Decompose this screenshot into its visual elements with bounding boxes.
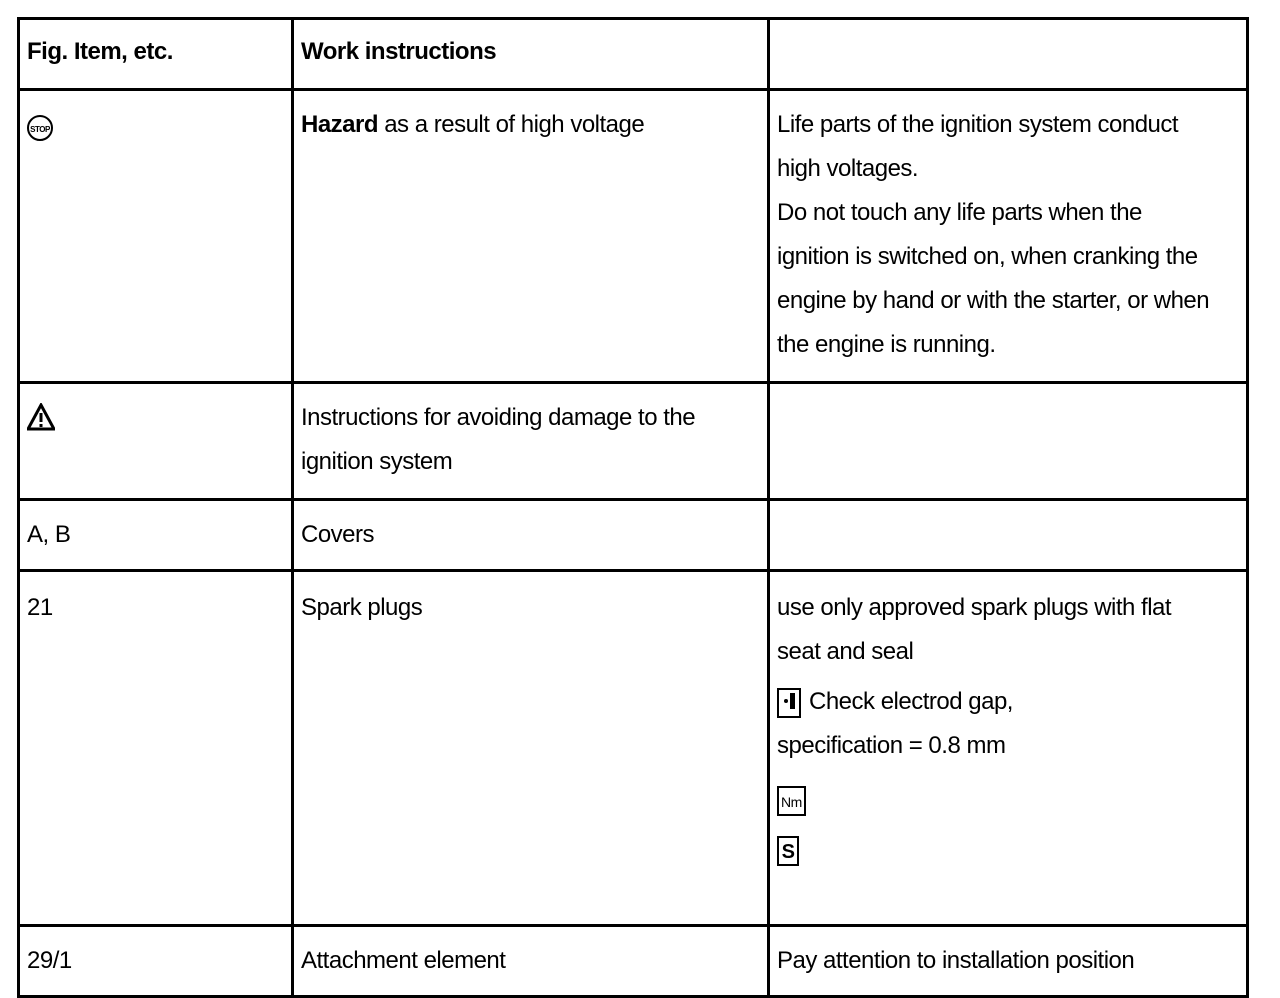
gap-text: Check electrod gap, — [809, 688, 1013, 715]
torque-icon: Nm — [777, 786, 806, 816]
table-row — [19, 500, 1248, 571]
note-line: the engine is running. — [777, 331, 996, 358]
table-header-row — [19, 19, 1248, 90]
item-cell — [19, 383, 293, 500]
stop-icon: STOP — [27, 115, 53, 141]
item-cell: A, B — [19, 500, 293, 571]
item-cell: 29/1 — [19, 926, 293, 997]
notes-cell — [769, 383, 1248, 500]
hazard-text: as a result of high voltage — [378, 111, 645, 138]
header-fig-item: Fig. Item, etc. — [19, 19, 293, 90]
note-line: Do not touch any life parts when the — [777, 199, 1142, 226]
instruction-cell: Attachment element — [293, 926, 769, 997]
note-line: high voltages. — [777, 155, 919, 182]
note-line: seat and seal — [777, 638, 914, 665]
table-row — [19, 90, 1248, 383]
instruction-cell: Spark plugs — [293, 571, 769, 926]
work-instructions-table — [17, 17, 1249, 998]
note-line: use only approved spark plugs with flat — [777, 594, 1172, 621]
header-notes — [769, 19, 1248, 90]
table-row — [19, 926, 1248, 997]
notes-cell — [769, 500, 1248, 571]
notes-cell: Pay attention to installation position — [769, 926, 1248, 997]
note-line: ignition is switched on, when cranking the — [777, 243, 1198, 270]
notes-cell — [769, 571, 1248, 926]
spec-text: specification = 0.8 mm — [777, 732, 1006, 759]
header-work-instructions: Work instructions — [293, 19, 769, 90]
note-line: Life parts of the ignition system conduct — [777, 111, 1179, 138]
table-row — [19, 383, 1248, 500]
note-line: engine by hand or with the starter, or when — [777, 287, 1210, 314]
instruction-cell — [293, 90, 769, 383]
gauge-icon — [777, 688, 801, 718]
table-row — [19, 571, 1248, 926]
instruction-cell — [293, 383, 769, 500]
electrode-gap-note — [777, 680, 1240, 768]
warning-triangle-icon — [27, 402, 55, 446]
instruction-line: ignition system — [301, 448, 453, 475]
hazard-label: Hazard — [301, 111, 379, 138]
notes-cell — [769, 90, 1248, 383]
instruction-cell: Covers — [293, 500, 769, 571]
item-cell — [19, 90, 293, 383]
special-tool-icon: S — [777, 836, 799, 866]
item-cell: 21 — [19, 571, 293, 926]
instruction-line: Instructions for avoiding damage to the — [301, 404, 696, 431]
